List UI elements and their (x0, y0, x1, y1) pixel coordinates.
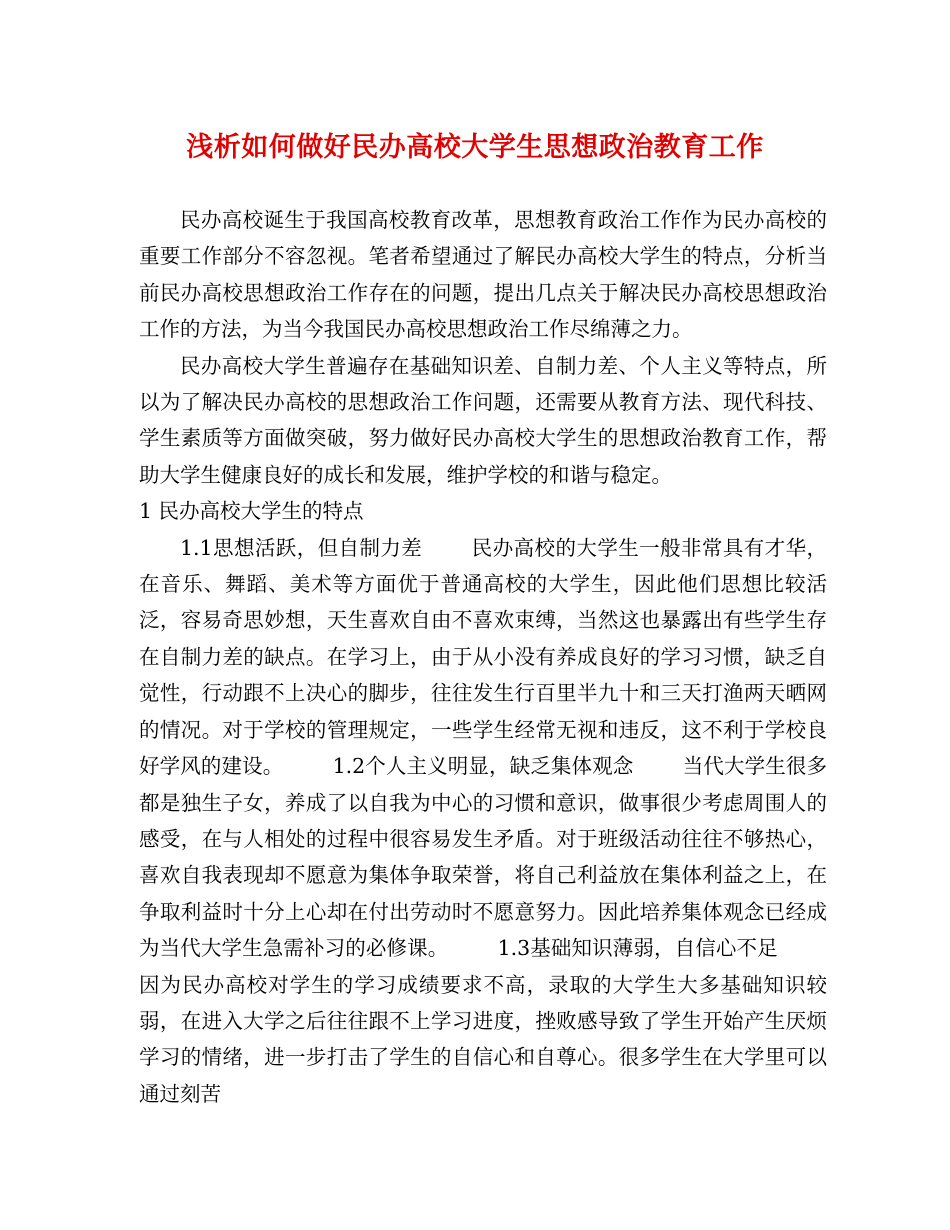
text-1-1: 民办高校的大学生一般非常具有才华，在音乐、舞蹈、美术等方面优于普通高校的大学生，因此他们思想比较活泛，容易奇思妙想，天生喜欢自由不喜欢束缚，当然这也暴露出有些学生存在自制力差的缺点。在学习上，由于从小没有养成良好的学习习惯，缺乏自觉性，行动跟不上决心的脚步，往往发生行百里半九十和三天打渔两天晒网的情况。对于学校的管理规定，一些学生经常无视和违反，这不利于学校良好学风的建设。 (139, 535, 827, 779)
paragraph-characteristics (139, 530, 827, 1113)
subheading-1-1: 1.1思想活跃，但自制力差 (180, 535, 423, 560)
text-1-2: 当代大学生很多都是独生子女，养成了以自我为中心的习惯和意识，做事很少考虑周围人的感受，在与人相处的过程中很容易发生矛盾。对于班级活动往往不够热心，喜欢自我表现却不愿意为集体争取荣誉，将自己利益放在集体利益之上，在争取利益时十分上心却在付出劳动时不愿意努力。因此培养集体观念已经成为当代大学生急需补习的必修课。 (139, 754, 828, 961)
subheading-1-2: 1.2个人主义明显，缺乏集体观念 (332, 754, 634, 779)
text-1-3: 因为民办高校对学生的学习成绩要求不高，录取的大学生大多基础知识较弱，在进入大学之后往往跟不上学习进度，挫败感导致了学生开始产生厌烦学习的情绪，进一步打击了学生的自信心和自尊心。很多学生在大学里可以通过刻苦 (139, 972, 827, 1106)
document-title: 浅析如何做好民办高校大学生思想政治教育工作 (186, 132, 764, 163)
subheading-1-3: 1.3基础知识薄弱，自信心不足 (497, 936, 778, 961)
paragraph-intro: 民办高校诞生于我国高校教育改革，思想教育政治工作作为民办高校的重要工作部分不容忽视。笔者希望通过了解民办高校大学生的特点，分析当前民办高校思想政治工作存在的问题，提出几点关于解决民办高校思想政治工作的方法，为当今我国民办高校思想政治工作尽绵薄之力。 (139, 208, 827, 342)
paragraph-summary: 民办高校大学生普遍存在基础知识差、自制力差、个人主义等特点，所以为了解决民办高校的思想政治工作问题，还需要从教育方法、现代科技、学生素质等方面做突破，努力做好民办高校大学生的思想政治教育工作，帮助大学生健康良好的成长和发展，维护学校的和谐与稳定。 (139, 353, 827, 487)
document-body (139, 202, 827, 1112)
section-heading: 1 民办高校大学生的特点 (139, 499, 364, 524)
